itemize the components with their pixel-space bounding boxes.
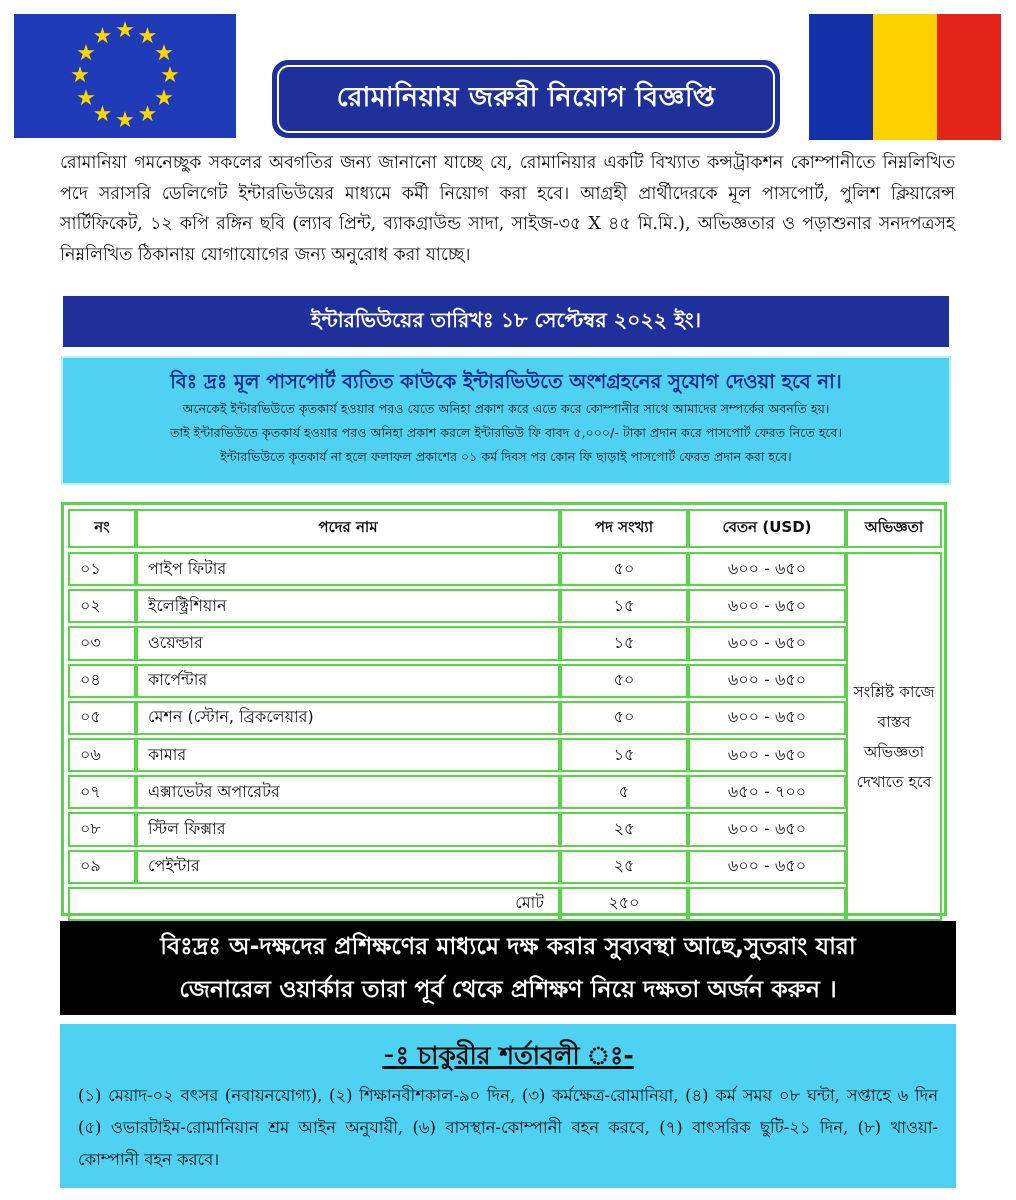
row-position: স্টিল ফিক্সার [136, 812, 560, 846]
row-count: ১৫ [560, 738, 688, 772]
row-position: কামার [136, 738, 560, 772]
row-number: ০৩ [68, 626, 136, 660]
row-salary: ৬০০ - ৬৫০ [688, 850, 846, 884]
row-position: কার্পেন্টার [136, 664, 560, 698]
eu-star-icon: ★ [115, 18, 135, 43]
intro-paragraph: রোমানিয়া গমনেচ্ছুক সকলের অবগতির জন্য জানানো যাচ্ছে যে, রোমানিয়ার একটি বিখ্যাত কন্সট্রাকশন কোম্পানীতে নিম্নলিখিত পদে সরাসরি ডেলিগেট ইন্টারভিউয়ের মাধ্যমে কর্মী নিয়োগ করা হবে। আগ্রহী প্রার্থীদেরকে মূল পাসপোর্ট, পুলিশ ক্লিয়ারেন্স সার্টিফিকেট, ১২ কপি রঙ্গিন ছবি (ল্যাব প্রিন্ট, ব্যাকগ্রাউন্ড সাদা, সাইজ-৩৫ X ৪৫ মি.মি.), অভিজ্ঞতার ও পড়াশুনার সনদপত্রসহ নিম্নলিখিত ঠিকানায় যোগাযোগের জন্য অনুরোধ করা যাচ্ছে। [60, 153, 955, 265]
row-count: ২৫ [560, 850, 688, 884]
flag-band-yellow [873, 14, 937, 140]
row-count: ২৫ [560, 812, 688, 846]
eu-star-icon: ★ [92, 101, 113, 127]
row-count: ১৫ [560, 626, 688, 660]
row-number: ০৮ [68, 812, 136, 846]
total-salary-empty [688, 887, 846, 921]
row-count: ৫ [560, 775, 688, 809]
title-banner [272, 60, 780, 138]
experience-note-line: দেখাতে হবে [856, 772, 932, 791]
eu-star-icon: ★ [76, 40, 96, 66]
row-salary: ৬০০ - ৬৫০ [688, 812, 846, 846]
row-salary: ৬০০ - ৬৫০ [688, 589, 846, 623]
row-salary: ৬০০ - ৬৫০ [688, 701, 846, 735]
eu-star-icon: ★ [92, 24, 113, 50]
experience-note [846, 552, 942, 921]
terms-title: -ঃ চাকুরীর শর্তাবলী ঃ- [382, 1041, 634, 1070]
eu-star-icon: ★ [76, 85, 96, 111]
row-salary: ৬০০ - ৬৫০ [688, 552, 846, 586]
header-count: পদ সংখ্যা [560, 509, 688, 548]
eu-star-icon: ★ [137, 101, 158, 127]
row-position: মেশন (স্টোন, ব্রিকলেয়ার) [136, 701, 560, 735]
row-position: ইলেক্ট্রিশিয়ান [136, 589, 560, 623]
header-experience: অভিজ্ঞতা [846, 509, 942, 548]
row-number: ০৫ [68, 701, 136, 735]
row-count: ৫০ [560, 552, 688, 586]
row-number: ০৬ [68, 738, 136, 772]
row-number: ০২ [68, 589, 136, 623]
row-count: ৫০ [560, 701, 688, 735]
row-number: ০৯ [68, 850, 136, 884]
row-number: ০১ [68, 552, 136, 586]
training-note-line-2: জেনারেল ওয়ার্কার তারা পূর্ব থেকে প্রশিক্ষণ নিয়ে দক্ষতা অর্জন করুন । [179, 975, 837, 1003]
total-label: মোট [68, 887, 560, 921]
page-title: রোমানিয়ায় জরুরী নিয়োগ বিজ্ঞপ্তি [277, 65, 775, 133]
eu-star-icon: ★ [70, 63, 90, 88]
row-position: ওয়েল্ডার [136, 626, 560, 660]
jobs-table-grid [68, 509, 940, 913]
jobs-table [61, 502, 947, 916]
training-note-line-1: বিঃদ্রঃ অ-দক্ষদের প্রশিক্ষণের মাধ্যমে দক্ষ করার সুব্যবস্থা আছে,সুতরাং যারা [160, 932, 856, 960]
eu-star-icon: ★ [160, 63, 180, 88]
notice-heading: বিঃ দ্রঃ মূল পাসপোর্ট ব্যতিত কাউকে ইন্টারভিউতে অংশগ্রহনের সুযোগ দেওয়া হবে না। [170, 370, 842, 393]
header-position: পদের নাম [136, 509, 560, 548]
eu-flag-icon [14, 14, 236, 138]
row-count: ৫০ [560, 664, 688, 698]
notice-line-2: তাই ইন্টারভিউতে কৃতকার্য হওয়ার পরও অনিহা প্রকাশ করলে ইন্টারভিউ ফি বাবদ ৫,০০০/- টাকা প্রদান করে পাসপোর্ট ফেরত নিতে হবে। [169, 425, 843, 440]
terms-body: (১) মেয়াদ-০২ বৎসর (নবায়নযোগ্য), (২) শিক্ষানবীশকাল-৯০ দিন, (৩) কর্মক্ষেত্র-রোমানিয়া, (৪) কর্ম সময় ০৮ ঘন্টা, সপ্তাহে ৬ দিন (৫) ওভারটাইম-রোমানিয়ান শ্রম আইন অনুযায়ী, (৬) বাসস্থান-কোম্পানী বহন করবে, (৭) বাৎসরিক ছুটি-২১ দিন, (৮) খাওয়া-কোম্পানী বহন করবে। [78, 1086, 938, 1169]
row-position: এক্সাভেটর অপারেটর [136, 775, 560, 809]
romania-flag-icon [809, 14, 1001, 140]
row-position: পেইন্টার [136, 850, 560, 884]
eu-star-icon: ★ [137, 24, 158, 50]
total-value: ২৫০ [560, 887, 688, 921]
row-position: পাইপ ফিটার [136, 552, 560, 586]
experience-note-line: বাস্তব অভিজ্ঞতা [863, 712, 925, 761]
row-salary: ৬৫০ - ৭০০ [688, 775, 846, 809]
header-salary: বেতন (USD) [688, 509, 846, 548]
header-no: নং [68, 509, 136, 548]
row-salary: ৬০০ - ৬৫০ [688, 664, 846, 698]
row-number: ০৭ [68, 775, 136, 809]
notice-line-1: অনেকেই ইন্টারভিউতে কৃতকার্য হওয়ার পরও যেতে অনিহা প্রকাশ করে এতে করে কোম্পানীর সাথে আমাদের সম্পর্কের অবনতি হয়। [182, 401, 830, 416]
interview-date-bar: ইন্টারভিউয়ের তারিখঃ ১৮ সেপ্টেম্বর ২০২২ ইং। [63, 296, 949, 347]
eu-star-icon: ★ [154, 40, 174, 66]
terms-box [60, 1024, 956, 1188]
row-number: ০৪ [68, 664, 136, 698]
row-salary: ৬০০ - ৬৫০ [688, 626, 846, 660]
flag-band-red [937, 14, 1001, 140]
eu-star-icon: ★ [115, 108, 135, 133]
row-salary: ৬০০ - ৬৫০ [688, 738, 846, 772]
row-count: ১৫ [560, 589, 688, 623]
eu-star-icon: ★ [154, 85, 174, 111]
training-note [60, 921, 956, 1015]
flag-band-blue [809, 14, 873, 140]
notice-line-3: ইন্টারভিউতে কৃতকার্য না হলে ফলাফল প্রকাশের ০১ কর্ম দিবস পর কোন ফি ছাড়াই পাসপোর্ট ফেরত প্রদান করা হবে। [220, 449, 792, 464]
notice-box [61, 356, 951, 485]
experience-note-line: সংশ্লিষ্ট কাজে [853, 682, 935, 701]
